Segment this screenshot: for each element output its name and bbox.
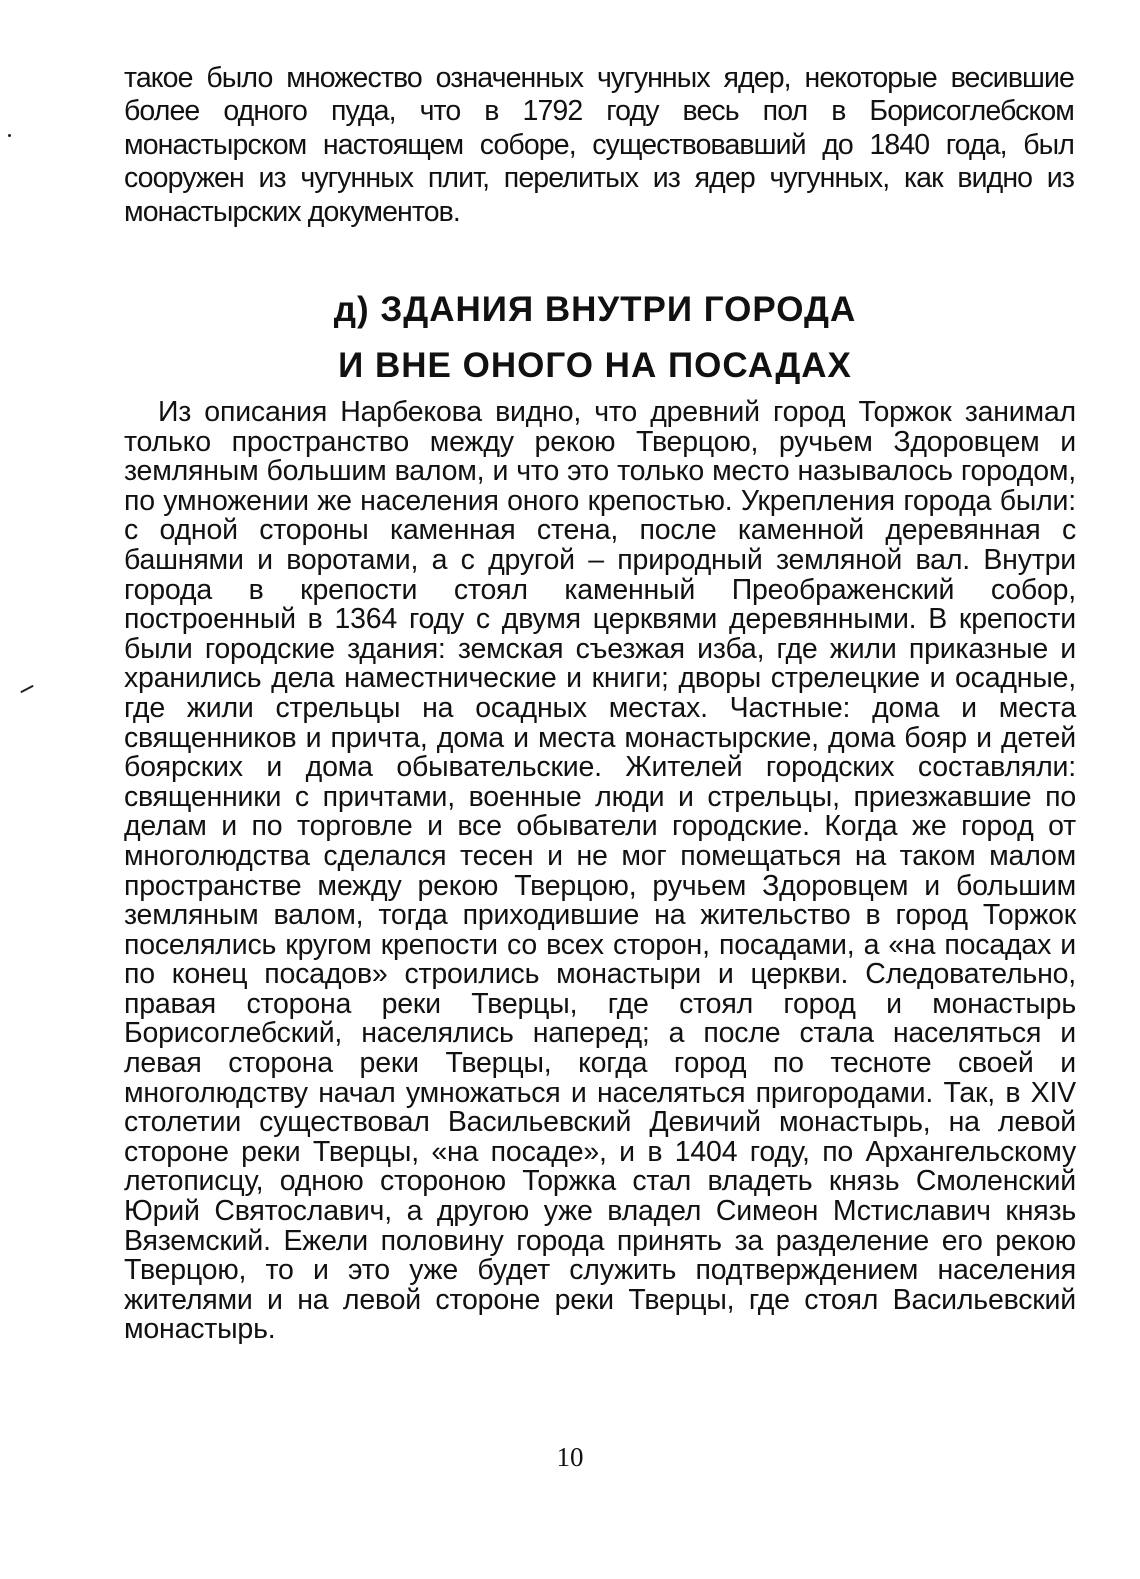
main-paragraph: Из описания Нарбекова видно, что древний город Торжок занимал только пространство между рекою Тверцою, ручьем Здоровцем и земляным большим валом, и что это только место называлось городом, по умножении же населения оного крепостью. Укрепления города были: с одной стороны каменная стена, после каменной деревянная с башнями и воротами, а с другой – природный земляной вал. Внутри города в крепости стоял каменный Преображенский собор, построенный в 1364 году с двумя церквями деревянными. В крепости были городские здания: земская съезжая изба, где жили приказные и хранились дела наместнические и книги; дворы стрелецкие и осадные, где жили стрельцы на осадных местах. Частные: дома и места священников и причта, дома и места монастырские, дома бояр и детей боярских и дома обывательские. Жителей городских составляли: священники с причтами, военные люди и стрельцы, приезжавшие по делам и по торговле и все обыватели городские. Когда же город от многолюдства сделался тесен и не мог помещаться на таком малом пространстве между рекою Тверцою, ручьем Здоровцем и большим земляным валом, тогда приходившие на жительство в город Торжок поселялись кругом крепости со всех сторон, посадами, а «на посадах и по конец посадов» строились монастыри и церкви. Следовательно, правая сторона реки Тверцы, где стоял город и монастырь Борисоглебский, населялись наперед; а после стала населяться и левая сторона реки Тверцы, когда город по тесноте своей и многолюдству начал умножаться и населяться пригородами. Так, в XIV столетии существовал Васильевский Девичий монастырь, на левой стороне реки Тверцы, «на посаде», и в 1404 году, по Архангельскому летописцу, одною стороною Торжка стал владеть князь Смоленский Юрий Святославич, а другою уже владел Симеон Мстиславич князь Вяземский. Ежели половину города принять за разделение его рекою Тверцою, то и это уже будет служить подтверждением населения жителями и на левой стороне реки Тверцы, где стоял Васильевский монастырь. <box>124 396 1076 1346</box>
intro-paragraph: такое было множество означенных чугунных ядер, некоторые весившие более одного пуда, что в 1792 году весь пол в Борисоглебском монастырском настоящем соборе, существовавший до 1840 года, был сооружен из чугунных плит, перелитых из ядер чугунных, как видно из монастырских документов. <box>124 62 1074 228</box>
page-number: 10 <box>556 1442 584 1472</box>
section-heading-line-1: д) ЗДАНИЯ ВНУТРИ ГОРОДА <box>333 290 857 329</box>
scan-speck <box>20 685 33 693</box>
scan-speck <box>8 134 11 137</box>
section-heading <box>120 282 1070 394</box>
section-heading-line-2: И ВНЕ ОНОГО НА ПОСАДАХ <box>338 346 852 385</box>
